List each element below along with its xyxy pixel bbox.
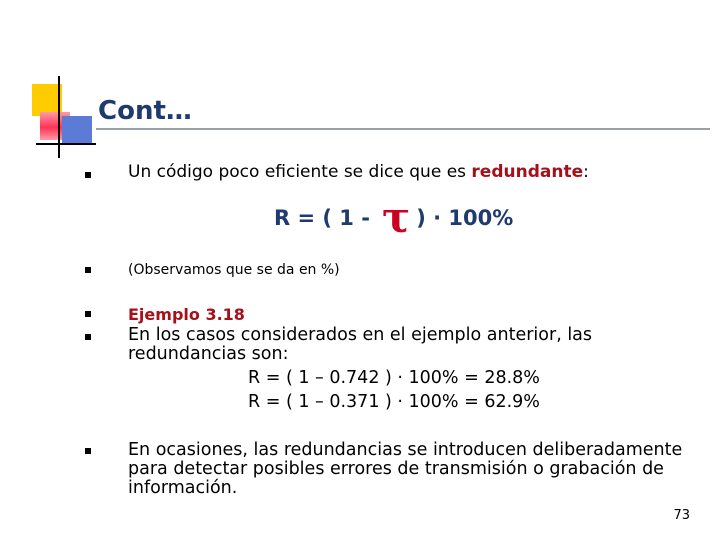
item1-text: Un código poco eficiente se dice que es xyxy=(128,162,472,182)
bullet-icon xyxy=(85,311,91,317)
bullet-item-deliberate-line2: para detectar posibles errores de transmisión o grabación de xyxy=(128,459,664,479)
bullet-icon xyxy=(85,267,91,273)
logo-horizontal-line xyxy=(36,143,96,145)
bullet-icon xyxy=(85,334,91,340)
page-number: 73 xyxy=(673,508,690,523)
logo-blue-square xyxy=(62,116,92,144)
bullet-item-deliberate-line3: información. xyxy=(128,478,238,498)
bullet-icon xyxy=(85,172,91,178)
formula-left: R = ( 1 - xyxy=(274,206,370,230)
redundancy-formula xyxy=(274,193,514,242)
item1-suffix: : xyxy=(583,162,589,182)
bullet-item-example: Ejemplo 3.18 xyxy=(128,305,245,324)
bullet-item-cases-line1: En los casos considerados en el ejemplo anterior, las xyxy=(128,325,593,345)
bullet-item-deliberate-line1: En ocasiones, las redundancias se introducen deliberadamente xyxy=(128,440,683,460)
bullet-item-redundant-definition xyxy=(128,161,589,183)
slide-title: Cont… xyxy=(98,96,192,126)
logo-vertical-line xyxy=(58,76,60,158)
equation-1: R = ( 1 – 0.742 ) · 100% = 28.8% xyxy=(248,368,540,388)
formula-right: ) · 100% xyxy=(416,206,514,230)
bullet-item-cases-line2: redundancias son: xyxy=(128,344,289,364)
equation-2: R = ( 1 – 0.371 ) · 100% = 62.9% xyxy=(248,392,540,412)
title-underline xyxy=(96,128,710,130)
item1-highlight: redundante xyxy=(471,162,584,182)
bullet-icon xyxy=(85,448,91,454)
tau-symbol: τ xyxy=(381,193,411,242)
bullet-item-observation: (Observamos que se da en %) xyxy=(128,262,340,278)
